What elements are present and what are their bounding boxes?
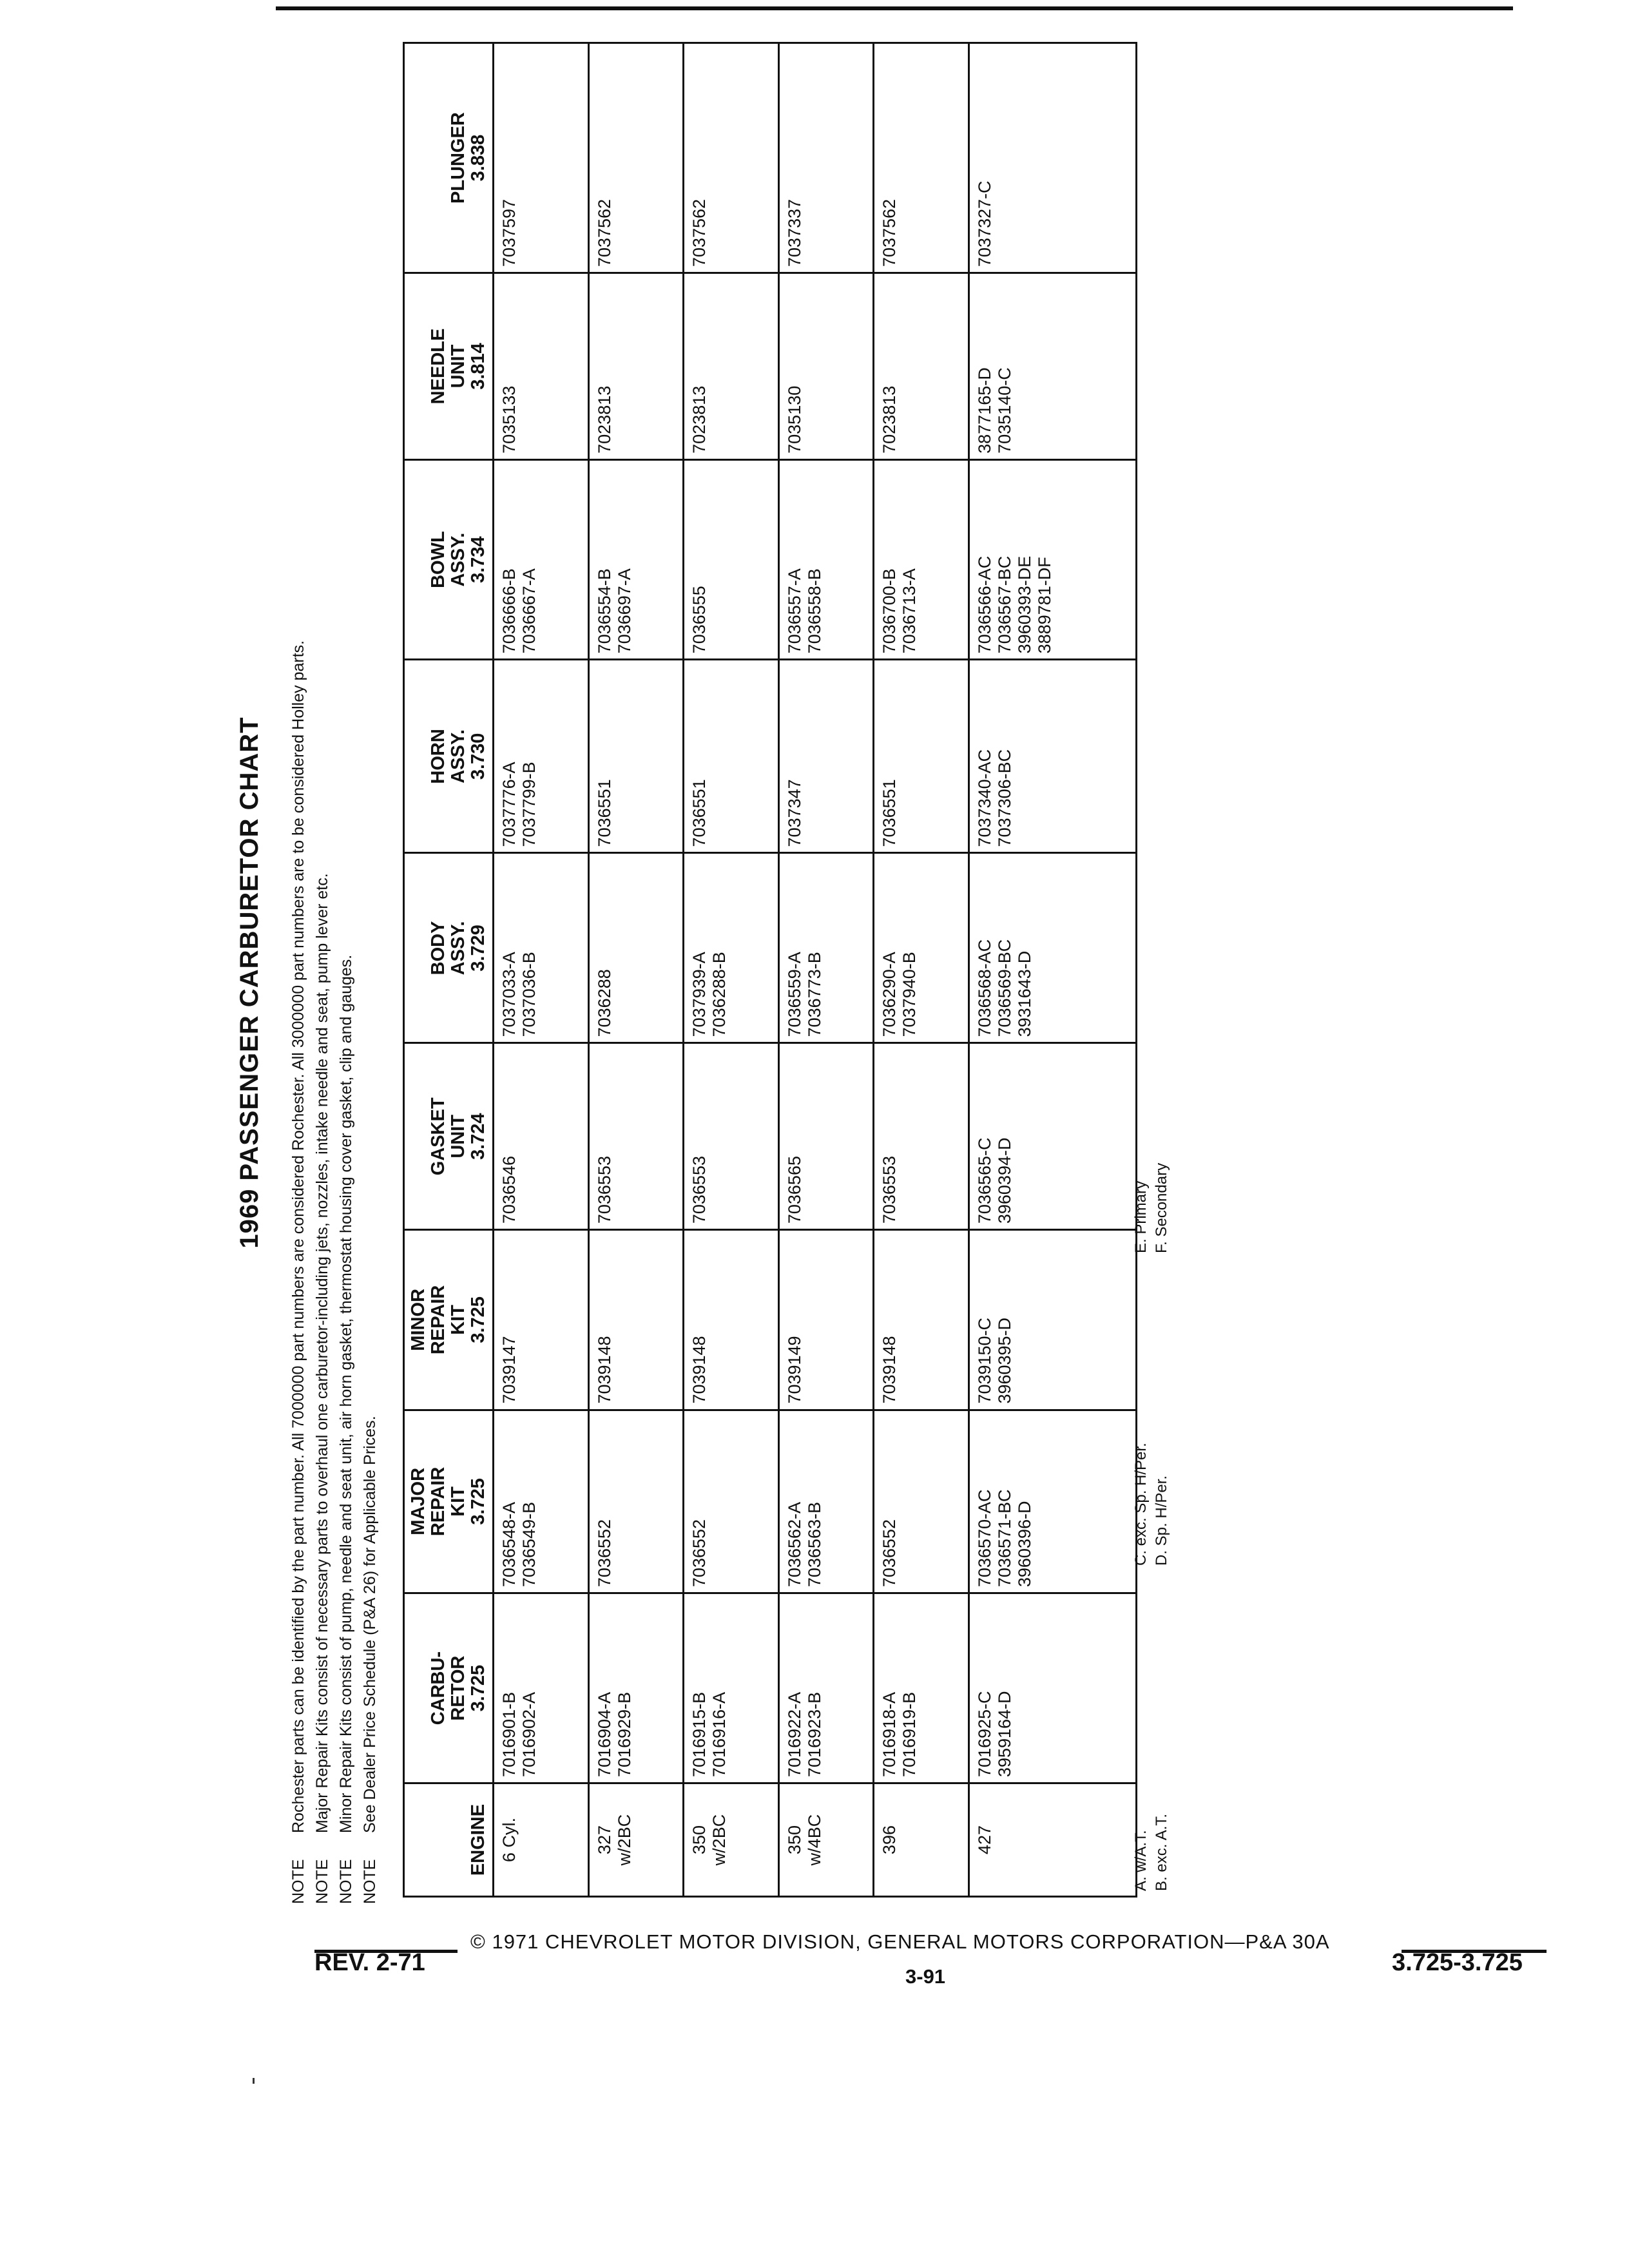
cell-line: 7037036-B xyxy=(519,952,539,1037)
cell-line: REPAIR xyxy=(428,1285,448,1355)
cell-line: 7036566-AC xyxy=(974,555,994,654)
cell-line: 7036558-B xyxy=(804,568,824,654)
part-number-cell xyxy=(969,459,1137,659)
cell-line: 7037337 xyxy=(784,198,804,267)
part-number-cell xyxy=(969,273,1137,460)
cell-line: 7036773-B xyxy=(804,952,824,1037)
cell-line: 7037340-AC xyxy=(974,749,994,847)
cell-line: 7036553 xyxy=(594,1156,614,1224)
cell-line: 3.724 xyxy=(468,1113,488,1160)
part-number-cell xyxy=(684,1410,779,1593)
cell-line: 7036570-AC xyxy=(974,1489,994,1588)
engine-cell xyxy=(969,1783,1137,1897)
cell-line: F. Secondary xyxy=(1153,1162,1170,1253)
part-number-cell xyxy=(969,1043,1137,1230)
cell-line: 3.725 xyxy=(468,1478,488,1525)
rotated-chart-page xyxy=(235,48,1170,1917)
cell-line: MINOR xyxy=(408,1289,429,1351)
part-number-cell xyxy=(588,660,684,853)
cell-line: 7016922-A xyxy=(784,1691,804,1778)
engine-cell xyxy=(684,1783,779,1897)
cell-line: 7036288 xyxy=(594,969,614,1037)
cell-line: 3.734 xyxy=(468,536,488,583)
cell-line: BODY xyxy=(428,921,448,975)
part-number-cell xyxy=(494,1043,589,1230)
column-header xyxy=(404,660,494,853)
cell-line: 7023813 xyxy=(594,385,614,454)
part-number-cell xyxy=(969,853,1137,1043)
cell-line: 7039149 xyxy=(784,1336,804,1404)
cell-line: 7036562-A xyxy=(784,1502,804,1588)
cell-line: 7036551 xyxy=(880,779,899,847)
cell-line: ENGINE xyxy=(468,1803,488,1876)
cell-line: 7036551 xyxy=(689,779,709,847)
column-header xyxy=(404,1410,494,1593)
margin-tick xyxy=(253,2078,255,2084)
cell-line: 7036565 xyxy=(784,1156,804,1224)
cell-line: RETOR xyxy=(448,1655,468,1721)
engine-cell xyxy=(494,1783,589,1897)
part-number-cell xyxy=(778,43,874,273)
cell-line: HORN xyxy=(428,729,448,784)
cell-line: 7035133 xyxy=(499,385,519,454)
carburetor-table xyxy=(403,42,1137,1898)
column-header xyxy=(404,1783,494,1897)
column-header xyxy=(404,1593,494,1783)
part-number-cell xyxy=(494,459,589,659)
cell-line: 7036288-B xyxy=(709,952,729,1037)
cell-line: UNIT xyxy=(448,1114,468,1158)
part-number-cell xyxy=(969,1230,1137,1410)
table-row xyxy=(969,43,1137,1897)
legend-group xyxy=(1131,1163,1172,1253)
part-number-cell xyxy=(778,1043,874,1230)
engine-cell xyxy=(874,1783,969,1897)
cell-line: 7036549-B xyxy=(519,1502,539,1588)
part-number-cell xyxy=(494,43,589,273)
cell-line: 7036553 xyxy=(689,1156,709,1224)
cell-line: 7039148 xyxy=(594,1336,614,1404)
part-number-cell xyxy=(874,459,969,659)
cell-line: 3.725 xyxy=(468,1296,488,1343)
cell-line: 7036568-AC xyxy=(974,939,994,1037)
cell-line: MAJOR xyxy=(408,1467,429,1535)
table-header-row xyxy=(404,43,494,1897)
column-header xyxy=(404,459,494,659)
cell-line: B. exc. A.T. xyxy=(1153,1813,1170,1891)
cell-line: 7037597 xyxy=(499,198,519,267)
cell-line: 7016904-A xyxy=(594,1691,614,1778)
cell-line: 3959164-D xyxy=(994,1691,1014,1778)
part-number-cell xyxy=(874,1230,969,1410)
cell-line: 7037347 xyxy=(784,779,804,847)
part-number-cell xyxy=(684,1593,779,1783)
part-number-cell xyxy=(778,273,874,460)
cell-line: 3931643-D xyxy=(1014,950,1034,1037)
cell-line: 7036551 xyxy=(594,779,614,847)
part-number-cell xyxy=(778,853,874,1043)
cell-line: KIT xyxy=(448,1304,468,1335)
table-row xyxy=(588,43,684,1897)
part-number-cell xyxy=(494,660,589,853)
part-number-cell xyxy=(969,43,1137,273)
table-row xyxy=(874,43,969,1897)
note xyxy=(358,61,382,1904)
cell-line: 7036567-BC xyxy=(994,555,1014,654)
cell-line: 396 xyxy=(880,1825,899,1855)
cell-line: 7039148 xyxy=(689,1336,709,1404)
part-number-cell xyxy=(969,1410,1137,1593)
part-number-cell xyxy=(494,1410,589,1593)
cell-line: 7036666-B xyxy=(499,568,519,654)
cell-line: 7036559-A xyxy=(784,952,804,1037)
cell-line: 7036555 xyxy=(689,586,709,654)
part-number-cell xyxy=(969,1593,1137,1783)
part-number-cell xyxy=(588,273,684,460)
cell-line: REPAIR xyxy=(428,1466,448,1537)
note-label: NOTE xyxy=(289,1859,307,1904)
cell-line: 7037562 xyxy=(880,198,899,267)
cell-line: 7016902-A xyxy=(519,1691,539,1778)
part-number-cell xyxy=(874,1043,969,1230)
part-number-cell xyxy=(588,1410,684,1593)
part-number-cell xyxy=(684,660,779,853)
note-label: NOTE xyxy=(313,1859,331,1904)
notes xyxy=(287,61,382,1904)
cell-line: 7037776-A xyxy=(499,762,519,847)
top-rule xyxy=(276,6,1513,10)
cell-line: 3960396-D xyxy=(1014,1501,1034,1588)
part-number-cell xyxy=(874,43,969,273)
cell-line: KIT xyxy=(448,1486,468,1517)
column-header xyxy=(404,853,494,1043)
cell-line: 7036546 xyxy=(499,1156,519,1224)
cell-line: 7036697-A xyxy=(614,568,634,654)
table-row xyxy=(494,43,589,1897)
copyright-line: © 1971 CHEVROLET MOTOR DIVISION, GENERAL MOTORS CORPORATION—P&A 30A xyxy=(470,1930,1330,1953)
cell-line: 3.838 xyxy=(468,134,488,182)
column-header xyxy=(404,1043,494,1230)
cell-line: 6 Cyl. xyxy=(499,1818,519,1863)
cell-line: 7037799-B xyxy=(519,762,539,847)
part-number-cell xyxy=(684,1043,779,1230)
part-number-cell xyxy=(778,1410,874,1593)
revision-label: REV. 2-71 xyxy=(314,1949,425,1976)
note-text: See Dealer Price Schedule (P&A 26) for Applicable Prices. xyxy=(361,1416,379,1833)
part-number-cell xyxy=(588,1593,684,1783)
note-text: Minor Repair Kits consist of pump, needle and seat unit, air horn gasket, thermostat housing cover gasket, clip and gauges. xyxy=(337,954,355,1833)
part-number-cell xyxy=(874,1410,969,1593)
part-number-cell xyxy=(778,459,874,659)
cell-line: GASKET xyxy=(428,1097,448,1176)
cell-line: 427 xyxy=(974,1825,994,1855)
cell-line: 7039148 xyxy=(880,1336,899,1404)
cell-line: 7037033-A xyxy=(499,952,519,1037)
cell-line: 7016923-B xyxy=(804,1691,824,1778)
part-number-cell xyxy=(588,1230,684,1410)
part-number-cell xyxy=(684,459,779,659)
part-number-cell xyxy=(969,660,1137,853)
cell-line: 7037562 xyxy=(689,198,709,267)
section-number: 3.725-3.725 xyxy=(1392,1949,1523,1976)
cell-line: 7016925-C xyxy=(974,1691,994,1778)
cell-line: 7036565-C xyxy=(974,1137,994,1224)
part-number-cell xyxy=(588,1043,684,1230)
cell-line: 7036552 xyxy=(689,1519,709,1588)
part-number-cell xyxy=(588,853,684,1043)
cell-line: 7036552 xyxy=(880,1519,899,1588)
cell-line: 350 xyxy=(784,1825,804,1855)
cell-line: 7037939-A xyxy=(689,952,709,1037)
cell-line: BOWL xyxy=(428,531,448,588)
cell-line: 7035130 xyxy=(784,385,804,454)
cell-line: 7037940-B xyxy=(900,952,919,1037)
part-number-cell xyxy=(684,1230,779,1410)
engine-cell xyxy=(588,1783,684,1897)
cell-line: 327 xyxy=(594,1825,614,1855)
part-number-cell xyxy=(684,853,779,1043)
cell-line: PLUNGER xyxy=(448,112,468,204)
part-number-cell xyxy=(778,1230,874,1410)
cell-line: 7016901-B xyxy=(499,1691,519,1778)
chart-title: 1969 PASSENGER CARBURETOR CHART xyxy=(235,716,264,1249)
cell-line: w/2BC xyxy=(614,1814,634,1866)
cell-line: 3960395-D xyxy=(994,1317,1014,1404)
part-number-cell xyxy=(494,1230,589,1410)
cell-line: ASSY. xyxy=(448,729,468,783)
legend-group xyxy=(1131,1814,1172,1891)
cell-line: C. exc. Sp. H/Per. xyxy=(1132,1443,1150,1566)
cell-line: 7036552 xyxy=(594,1519,614,1588)
part-number-cell xyxy=(494,1593,589,1783)
table-row xyxy=(684,43,779,1897)
cell-line: 7036571-BC xyxy=(994,1489,1014,1588)
column-header xyxy=(404,1230,494,1410)
cell-line: 7039150-C xyxy=(974,1317,994,1404)
part-number-cell xyxy=(874,660,969,853)
cell-line: 7036667-A xyxy=(519,568,539,654)
cell-line: w/2BC xyxy=(709,1814,729,1866)
cell-line: 3960394-D xyxy=(994,1137,1014,1224)
cell-line: 7016918-A xyxy=(880,1691,899,1778)
table-row xyxy=(778,43,874,1897)
note-text: Rochester parts can be identified by the part number. All 7000000 part numbers are considered Rochester. All 3000000 part numbers are to be considered Holley parts. xyxy=(289,640,307,1833)
part-number-cell xyxy=(874,1593,969,1783)
cell-line: 7016929-B xyxy=(614,1691,634,1778)
cell-line: 7037306-BC xyxy=(994,749,1014,847)
part-number-cell xyxy=(874,853,969,1043)
cell-line: 3960393-DE xyxy=(1014,555,1034,654)
column-header xyxy=(404,43,494,273)
cell-line: 7023813 xyxy=(689,385,709,454)
part-number-cell xyxy=(588,459,684,659)
cell-line: 7036554-B xyxy=(594,568,614,654)
part-number-cell xyxy=(494,273,589,460)
cell-line: 7036553 xyxy=(880,1156,899,1224)
cell-line: 3877165-D xyxy=(974,367,994,454)
cell-line: D. Sp. H/Per. xyxy=(1153,1475,1170,1566)
cell-line: 7036569-BC xyxy=(994,939,1014,1037)
note xyxy=(287,61,311,1904)
cell-line: w/4BC xyxy=(804,1814,824,1866)
cell-line: 7037562 xyxy=(594,198,614,267)
page-number: 3-91 xyxy=(905,1965,946,1988)
note xyxy=(334,61,358,1904)
cell-line: UNIT xyxy=(448,344,468,389)
engine-cell xyxy=(778,1783,874,1897)
cell-line: 7035140-C xyxy=(994,367,1014,454)
part-number-cell xyxy=(588,43,684,273)
part-number-cell xyxy=(778,660,874,853)
part-number-cell xyxy=(684,273,779,460)
cell-line: 350 xyxy=(689,1825,709,1855)
legend-group xyxy=(1131,1443,1172,1566)
cell-line: 7016919-B xyxy=(900,1691,919,1778)
cell-line: 7036713-A xyxy=(900,568,919,654)
note-label: NOTE xyxy=(337,1859,355,1904)
cell-line: NEEDLE xyxy=(428,328,448,405)
note-text: Major Repair Kits consist of necessary parts to overhaul one carburetor-including jets, nozzles, intake needle and seat, pump lever etc. xyxy=(313,873,331,1833)
cell-line: 3.814 xyxy=(468,343,488,390)
part-number-cell xyxy=(494,853,589,1043)
cell-line: 7037327-C xyxy=(974,180,994,267)
cell-line: 7023813 xyxy=(880,385,899,454)
part-number-cell xyxy=(874,273,969,460)
cell-line: A. w/A.T. xyxy=(1132,1830,1150,1891)
cell-line: 7036548-A xyxy=(499,1502,519,1588)
cell-line: 3.730 xyxy=(468,733,488,780)
cell-line: 7039147 xyxy=(499,1336,519,1404)
cell-line: 3.729 xyxy=(468,925,488,972)
cell-line: 7036563-B xyxy=(804,1502,824,1588)
cell-line: 3889781-DF xyxy=(1034,557,1054,654)
cell-line: CARBU- xyxy=(428,1651,448,1725)
part-number-cell xyxy=(778,1593,874,1783)
cell-line: 7036557-A xyxy=(784,568,804,654)
cell-line: 7036700-B xyxy=(880,568,899,654)
note-label: NOTE xyxy=(361,1859,379,1904)
column-header xyxy=(404,273,494,460)
cell-line: 7016916-A xyxy=(709,1691,729,1778)
cell-line: ASSY. xyxy=(448,921,468,975)
cell-line: ASSY. xyxy=(448,532,468,587)
cell-line: 7036290-A xyxy=(880,952,899,1037)
part-number-cell xyxy=(684,43,779,273)
note xyxy=(311,61,334,1904)
cell-line: E. Primary xyxy=(1132,1180,1150,1253)
cell-line: 3.725 xyxy=(468,1664,488,1712)
cell-line: 7016915-B xyxy=(689,1691,709,1778)
